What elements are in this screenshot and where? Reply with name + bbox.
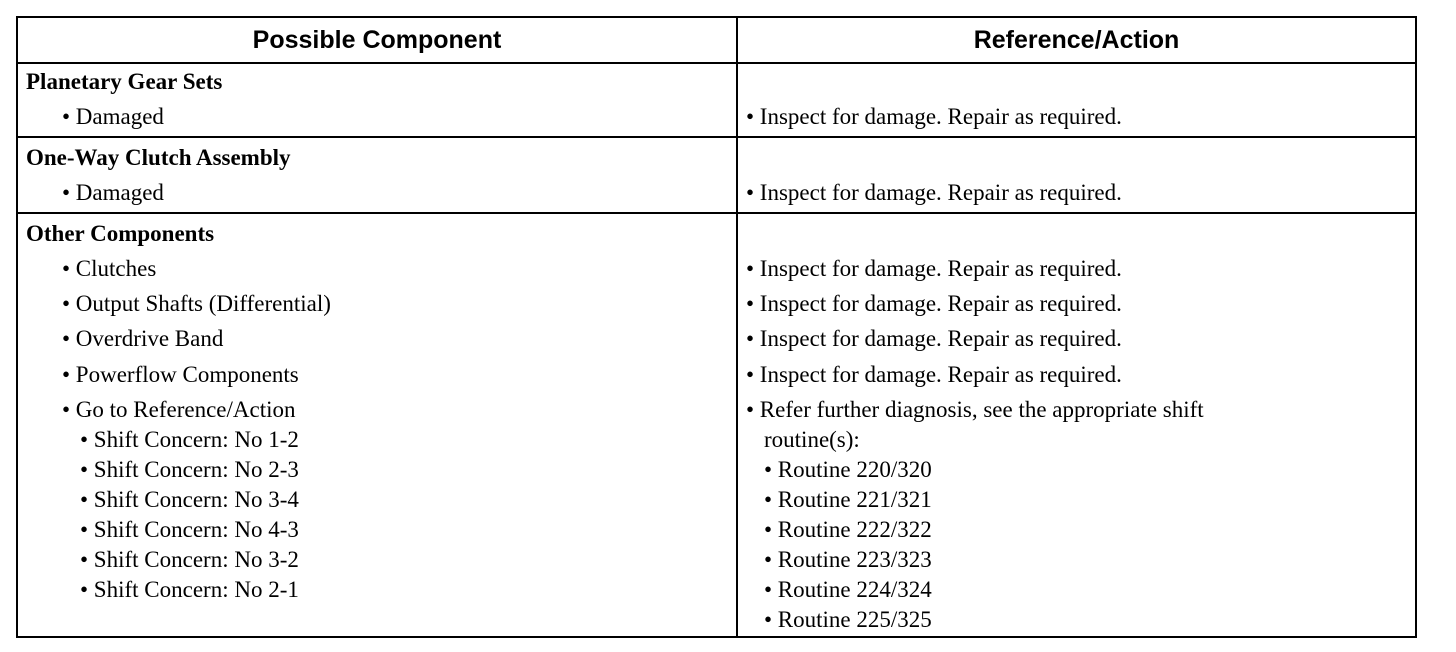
action-item: • Inspect for damage. Repair as required. <box>746 362 1122 387</box>
section-title: One-Way Clutch Assembly <box>26 145 291 170</box>
action-item: • Refer further diagnosis, see the appropriate shift <box>746 397 1204 422</box>
sub-action-item: • Routine 224/324 <box>764 577 932 602</box>
action-item: • Inspect for damage. Repair as required. <box>746 180 1122 205</box>
action-item: • Inspect for damage. Repair as required. <box>746 326 1122 351</box>
component-item: • Overdrive Band <box>62 326 224 351</box>
component-item: • Powerflow Components <box>62 362 299 387</box>
column-header-action: Reference/Action <box>973 26 1180 54</box>
row-divider <box>18 136 1415 138</box>
sub-action-item: • Routine 222/322 <box>764 517 932 542</box>
sub-component-item: • Shift Concern: No 3-4 <box>80 487 299 512</box>
sub-action-item: • Routine 223/323 <box>764 547 932 572</box>
row-divider <box>18 212 1415 214</box>
component-item: • Clutches <box>62 256 157 281</box>
sub-component-item: • Shift Concern: No 1-2 <box>80 427 299 452</box>
component-item: • Damaged <box>62 104 164 129</box>
action-item: • Inspect for damage. Repair as required. <box>746 104 1122 129</box>
action-item: • Inspect for damage. Repair as required. <box>746 256 1122 281</box>
action-item: • Inspect for damage. Repair as required. <box>746 291 1122 316</box>
sub-action-item: • Routine 220/320 <box>764 457 932 482</box>
sub-component-item: • Shift Concern: No 4-3 <box>80 517 299 542</box>
column-divider <box>736 18 738 636</box>
header-divider <box>18 62 1415 64</box>
column-header-component: Possible Component <box>252 26 502 54</box>
sub-component-item: • Shift Concern: No 2-3 <box>80 457 299 482</box>
action-continuation: routine(s): <box>764 427 860 452</box>
sub-action-item: • Routine 221/321 <box>764 487 932 512</box>
section-title: Planetary Gear Sets <box>26 69 223 94</box>
component-item: • Go to Reference/Action <box>62 397 296 422</box>
section-title: Other Components <box>26 221 215 246</box>
sub-action-item: • Routine 225/325 <box>764 607 932 632</box>
sub-component-item: • Shift Concern: No 2-1 <box>80 577 299 602</box>
component-item: • Damaged <box>62 180 164 205</box>
component-item: • Output Shafts (Differential) <box>62 291 331 316</box>
diagnosis-table <box>16 16 1417 638</box>
sub-component-item: • Shift Concern: No 3-2 <box>80 547 299 572</box>
